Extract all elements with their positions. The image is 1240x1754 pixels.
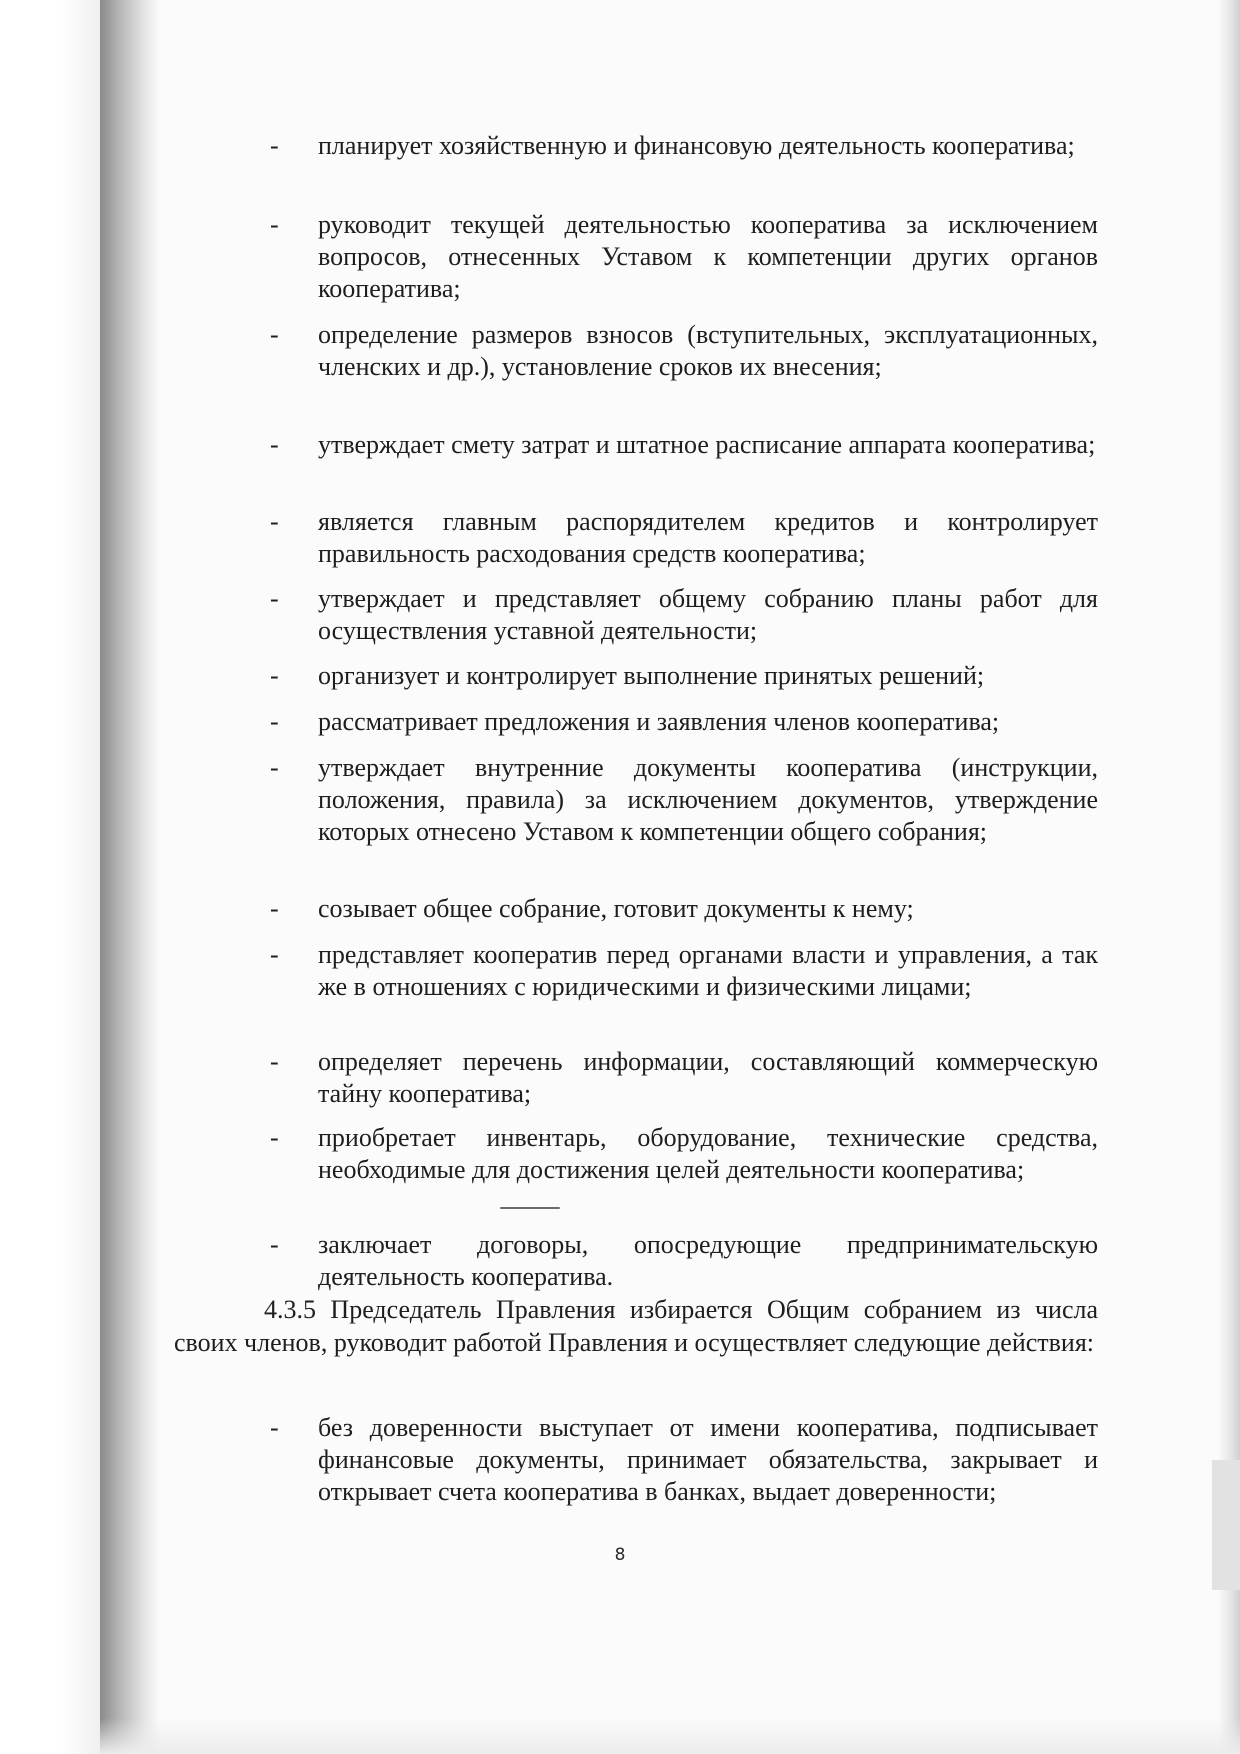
list-marker: - (270, 430, 279, 459)
list-item-text: определяет перечень информации, составляющий коммерческую тайну кооператива; (318, 1047, 1098, 1108)
list-item-text: представляет кооператив перед органами власти и управления, а так же в отношениях с юридическими и физическими лицами; (318, 940, 1098, 1001)
list-item-text: является главным распорядителем кредитов и контролирует правильность расходования средств кооператива; (318, 507, 1098, 568)
list-item (270, 1412, 1098, 1508)
list-item (270, 1046, 1098, 1110)
list-marker: - (270, 1413, 279, 1442)
list-item (270, 506, 1098, 570)
list-item-text: созывает общее собрание, готовит документы к нему; (318, 894, 914, 923)
list-marker: - (270, 131, 279, 160)
list-item (270, 660, 1098, 692)
list-marker: - (270, 320, 279, 349)
list-item-text: организует и контролирует выполнение принятых решений; (318, 661, 985, 690)
pen-stroke (500, 1207, 560, 1209)
list-marker: - (270, 661, 279, 690)
list-item (270, 752, 1098, 848)
list-item (270, 429, 1098, 461)
list-item-text: утверждает внутренние документы кооператива (инструкции, положения, правила) за исключением документов, утверждение которых отнесено Уставом к компетенции общего собрания; (318, 753, 1098, 846)
list-marker: - (270, 894, 279, 923)
list-marker: - (270, 1047, 279, 1076)
list-item-text: утверждает и представляет общему собранию планы работ для осуществления уставной деятельности; (318, 584, 1098, 645)
list-item-text: определение размеров взносов (вступительных, эксплуатационных, членских и др.), установление сроков их внесения; (318, 320, 1098, 381)
list-item-text: руководит текущей деятельностью кооператива за исключением вопросов, отнесенных Уставом к компетенции других органов кооператива; (318, 210, 1098, 303)
list-item-text: утверждает смету затрат и штатное расписание аппарата кооператива; (318, 430, 1096, 459)
list-item (270, 209, 1098, 305)
list-marker: - (270, 707, 279, 736)
page-number: 8 (614, 1545, 626, 1565)
list-item-text: планирует хозяйственную и финансовую деятельность кооператива; (318, 131, 1075, 160)
list-marker: - (270, 507, 279, 536)
list-marker: - (270, 753, 279, 782)
list-item (270, 939, 1098, 1003)
list-marker: - (270, 940, 279, 969)
list-item-text: без доверенности выступает от имени кооператива, подписывает финансовые документы, принимает обязательства, закрывает и открывает счета кооператива в банках, выдает доверенности; (318, 1413, 1098, 1506)
list-item-text: рассматривает предложения и заявления членов кооператива; (318, 707, 1000, 736)
section-paragraph: 4.3.5 Председатель Правления избирается Общим собранием из числа своих членов, руководит работой Правления и осуществляет следующие действия: (174, 1295, 1098, 1357)
list-item (270, 706, 1098, 738)
list-item-text: заключает договоры, опосредующие предпринимательскую деятельность кооператива. (318, 1230, 1098, 1291)
list-item (270, 130, 1098, 162)
list-item (270, 583, 1098, 647)
list-item (270, 319, 1098, 383)
list-item (270, 893, 1098, 925)
list-marker: - (270, 1230, 279, 1259)
list-item (270, 1229, 1098, 1293)
list-item-text: приобретает инвентарь, оборудование, технические средства, необходимые для достижения целей деятельности кооператива; (318, 1123, 1098, 1184)
list-marker: - (270, 1123, 279, 1152)
list-marker: - (270, 210, 279, 239)
list-item (270, 1122, 1098, 1186)
list-marker: - (270, 584, 279, 613)
